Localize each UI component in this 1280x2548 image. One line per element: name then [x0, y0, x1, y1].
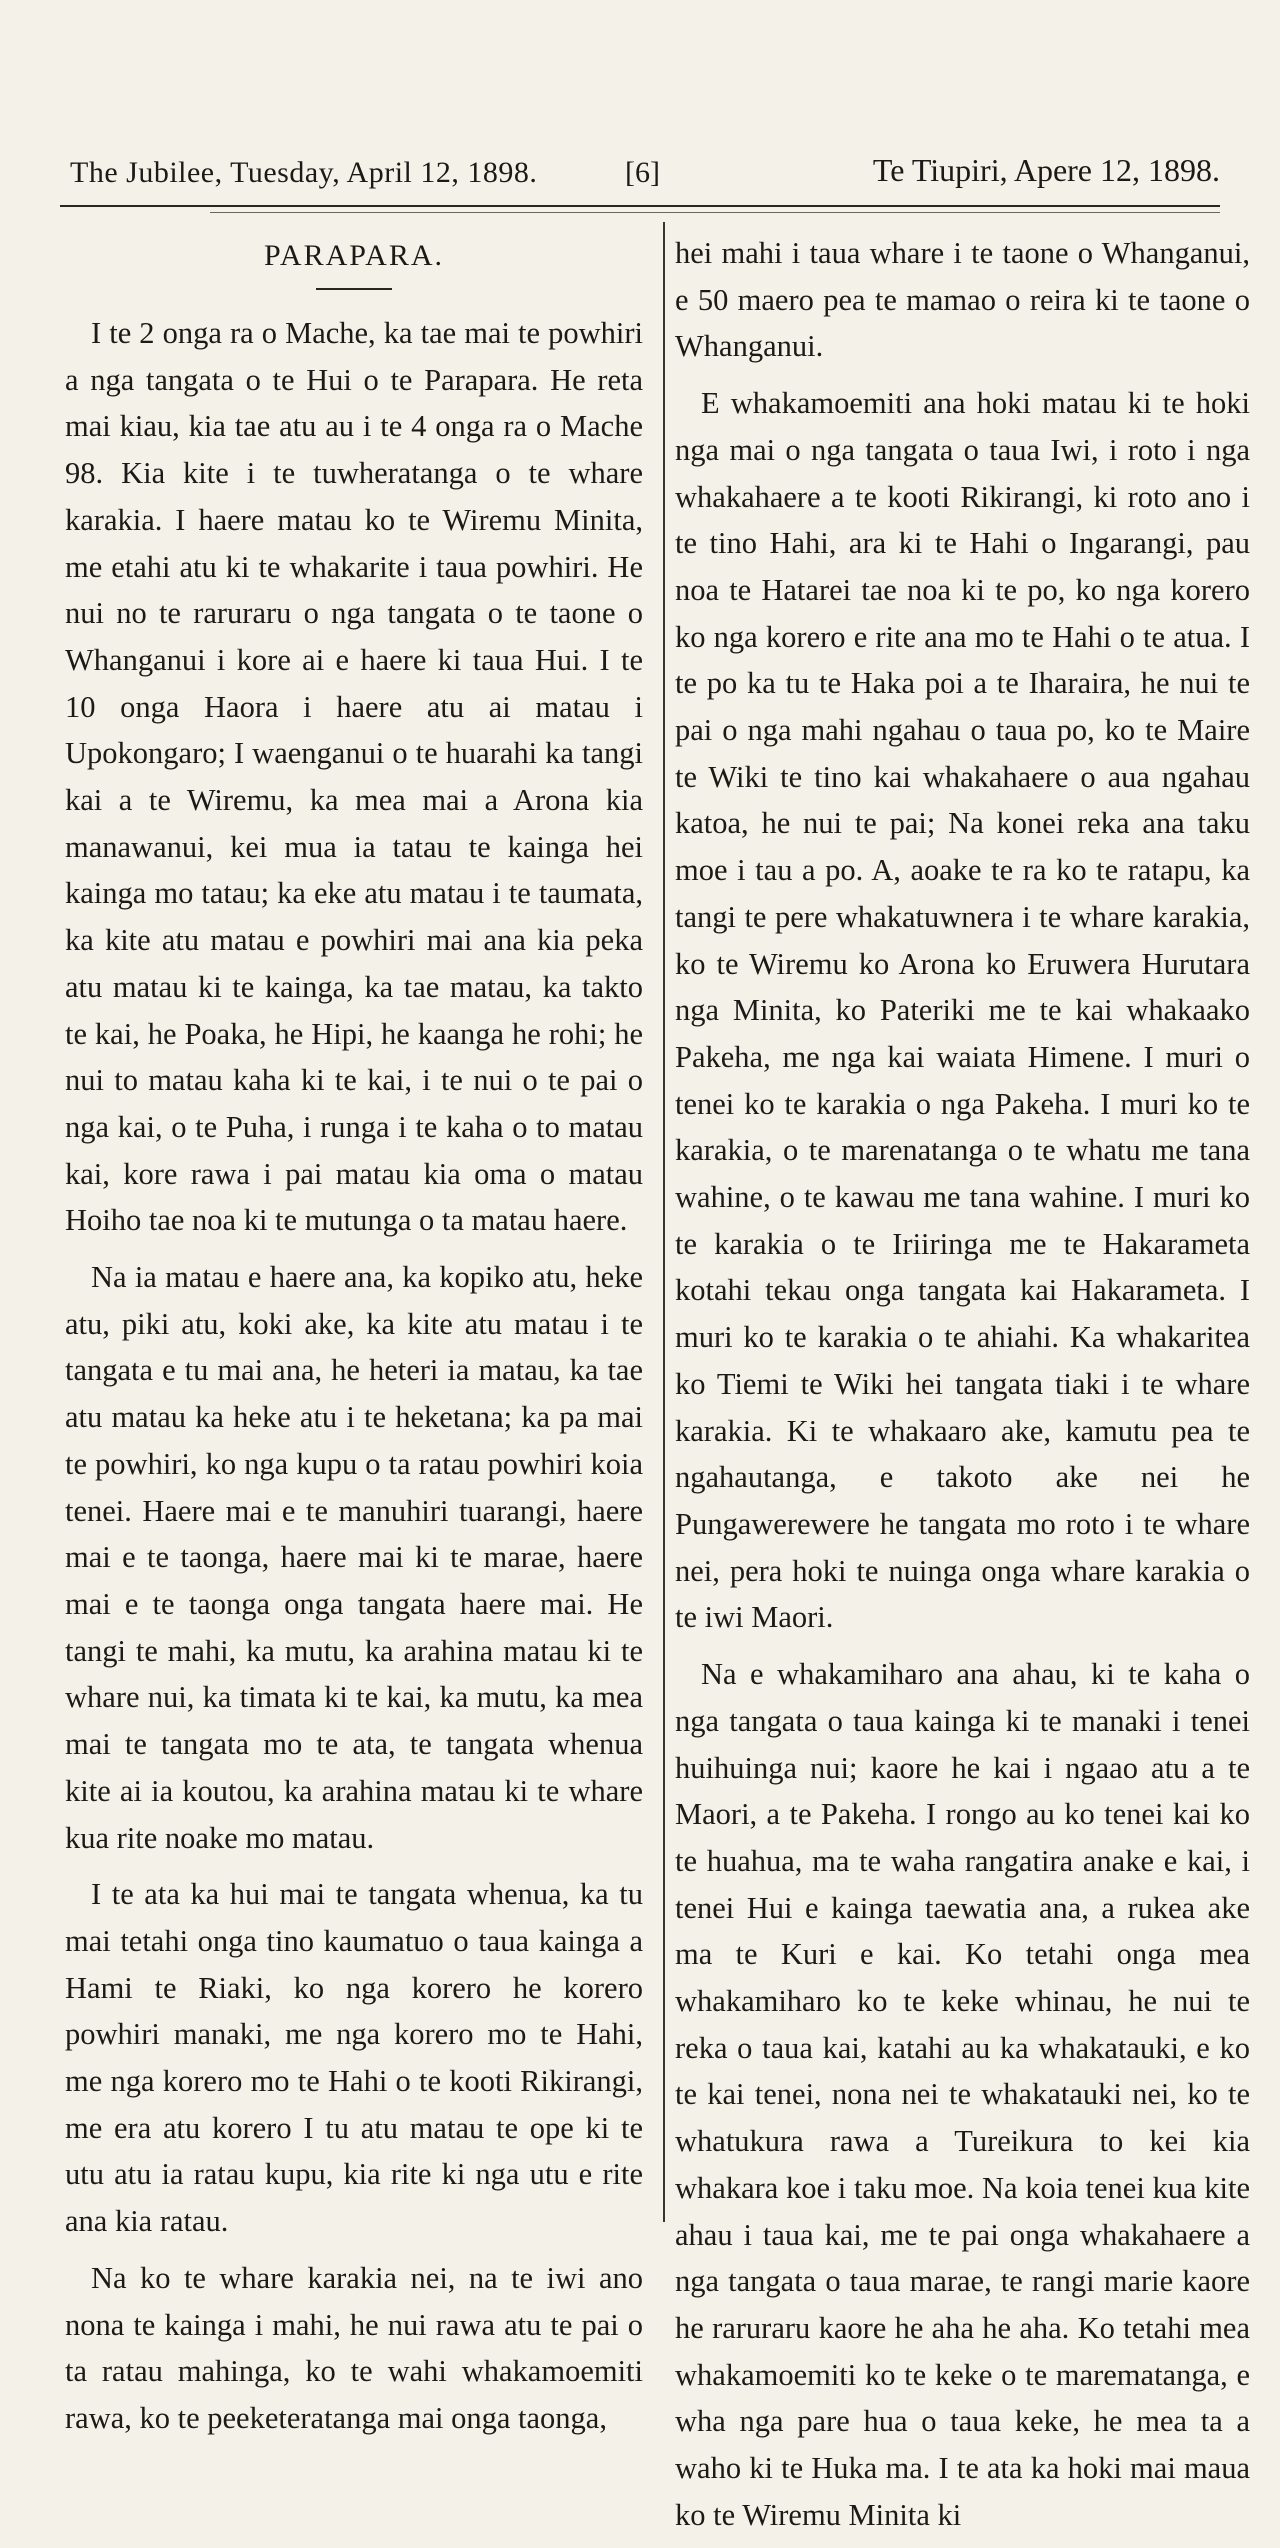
paragraph: I te 2 onga ra o Mache, ka tae mai te powhiri a nga tangata o te Hui o te Parapara. He reta mai kiau, kia tae atu au i te 4 onga ra o Mache 98. Kia kite i te tuwheratanga o te whare karakia. I haere matau ko te Wiremu Minita, me etahi atu ki te whakarite i taua powhiri. He nui no te raruraru o nga tangata o te taone o Whanganui i kore ai e haere ki taua Hui. I te 10 onga Haora i haere atu ai matau i Upokongaro; I waenganui o te huarahi ka tangi kai a te Wiremu, ka mea mai a Arona kia manawanui, kei mua ia tatau te kainga hei kainga mo tatau; ka eke atu matau i te taumata, ka kite atu matau e powhiri mai ana kia peka atu matau ki te kainga, ka tae matau, ka takto te kai, he Poaka, he Hipi, he kaanga he rohi; he nui to matau kaha ki te kai, i te nui o te pai o nga kai, o te Puha, i runga i te kaha o to matau kai, kore rawa i pai matau kia oma o matau Hoiho tae noa ki te mutunga o ta matau haere. [65, 316, 643, 1238]
page-header [40, 150, 1240, 198]
paragraph: E whakamoemiti ana hoki matau ki te hoki nga mai o nga tangata o taua Iwi, i roto i nga whakahaere a te kooti Rikirangi, ki roto ano i te tino Hahi, ara ki te Hahi o Ingarangi, pau noa te Hatarei tae noa ki te po, ko nga korero ko nga korero e rite ana mo te Hahi o te atua. I te po ka tu te Haka poi a te Iharaira, he nui te pai o nga mahi ngahau o taua po, ko te Maire te Wiki te tino kai whakahaere o aua ngahau katoa, he nui te pai; Na konei reka ana taku moe i tau a po. A, aoake te ra ko te ratapu, ka tangi te pere whakatuwnera i te whare karakia, ko te Wiremu ko Arona ko Eruwera Hurutara nga Minita, ko Pateriki me te kai whakaako Pakeha, me nga kai waiata Himene. I muri o tenei ko te karakia o nga Pakeha. I muri ko te karakia, o te marenatanga o te whatu me tana wahine, o te kawau me tana wahine. I muri ko te karakia o te Iriiringa me te Hakarameta kotahi tekau onga tangata kai Hakarameta. I muri ko te karakia o te ahiahi. Ka whakaritea ko Tiemi te Wiki hei tangata tiaki i te whare karakia. Ki te whakaaro ake, kamutu pea te ngahautanga, e takoto ake nei he Pungawerewere he tangata mo roto i te whare nei, pera hoki te nuinga onga whare karakia o te iwi Maori. [675, 386, 1250, 1635]
header-maori-date: Te Tiupiri, Apere 12, 1898. [872, 152, 1220, 188]
page-number: [6] [625, 156, 660, 189]
title-rule [316, 288, 392, 290]
header-rule [60, 205, 1220, 207]
paragraph-continued: hei mahi i taua whare i te taone o Whanganui, e 50 maero pea te mamao o reira ki te taone o Whanganui. [675, 236, 1250, 364]
header-english-date: The Jubilee, Tuesday, April 12, 1898. [70, 156, 538, 189]
column-divider [663, 222, 665, 2222]
paragraph: Na ia matau e haere ana, ka kopiko atu, heke atu, piki atu, koki ake, ka kite atu matau i te tangata e tu mai ana, he heteri ia matau, ka tae atu matau ka heke atu i te heketana; ka pa mai te powhiri, ko nga kupu o ta ratau powhiri koia tenei. Haere mai e te manuhiri tuarangi, haere mai e te taonga, haere mai ki te marae, haere mai e te taonga onga tangata haere mai. He tangi te mahi, ka mutu, ka arahina matau ki te whare nui, ka timata ki te kai, ka mutu, ka mea mai te tangata mo te ata, te tangata whenua kite ai ia koutou, ka arahina matau ki te whare kua rite noake mo matau. [65, 1260, 643, 1855]
paragraph: Na e whakamiharo ana ahau, ki te kaha o nga tangata o taua kainga ki te manaki i tenei huihuinga nui; kaore he kai i ngaao atu a te Maori, a te Pakeha. I rongo au ko tenei kai ko te huahua, ma te waha rangatira anake e kai, i tenei Hui e kainga taewatia ana, a rukea ake ma te Kuri e kai. Ko tetahi onga mea whakamiharo ko te keke whinau, he nui te reka o taua kai, katahi au ka whakatauki, e ko te kai tenei, nona nei te whakatauki nei, ko te whatukura rawa a Tureikura to kei kia whakara koe i taku moe. Na koia tenei kua kite ahau i taua kai, me te pai onga whakahaere a nga tangata o taua marae, te rangi marie kaore he raruraru kaore he aha he aha. Ko tetahi mea whakamoemiti ko te keke o te marematanga, e wha nga pare hua o taua keke, he mea ta a waho ki te Huka ma. I te ata ka hoki mai maua ko te Wiremu Minita ki [675, 1657, 1250, 2532]
paragraph: Na ko te whare karakia nei, na te iwi ano nona te kainga i mahi, he nui rawa atu te pai o ta ratau mahinga, ko te wahi whakamoemiti rawa, ko te peeketeratanga mai onga taonga, [65, 2260, 643, 2435]
paragraph: I te ata ka hui mai te tangata whenua, ka tu mai tetahi onga tino kaumatuo o taua kainga a Hami te Riaki, ko nga korero he korero powhiri manaki, me nga korero mo te Hahi, me nga korero mo te Hahi o te kooti Rikirangi, me era atu korero I tu atu matau te ope ki te utu atu ia ratau kupu, kia rite ki nga utu e rite ana kia ratau. [65, 1877, 643, 2239]
header-rule-thin [210, 212, 1220, 213]
left-column [65, 230, 643, 2452]
article-title: PARAPARA. [263, 239, 445, 272]
right-column [675, 230, 1250, 2548]
